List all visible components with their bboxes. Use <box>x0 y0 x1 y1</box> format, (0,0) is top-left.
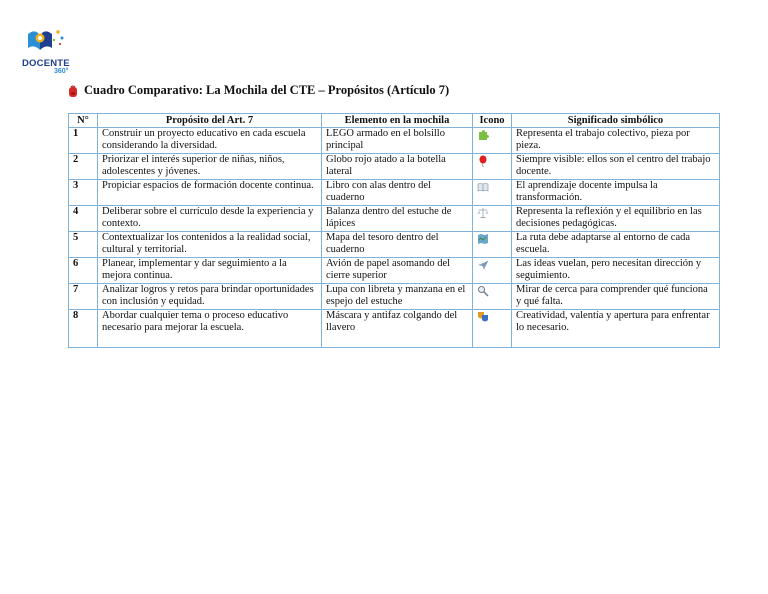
row-element: Balanza dentro del estuche de lápices <box>322 206 473 232</box>
book-icon <box>477 181 489 193</box>
row-icon-cell <box>473 232 512 258</box>
row-meaning: Representa el trabajo colectivo, pieza por pieza. <box>512 128 720 154</box>
row-purpose: Abordar cualquier tema o proceso educativo necesario para mejorar la escuela. <box>98 310 322 348</box>
scale-icon <box>477 207 489 219</box>
row-icon-cell <box>473 154 512 180</box>
table-row <box>69 128 720 154</box>
row-meaning: El aprendizaje docente impulsa la transformación. <box>512 180 720 206</box>
row-meaning: Las ideas vuelan, pero necesitan dirección y seguimiento. <box>512 258 720 284</box>
row-purpose: Contextualizar los contenidos a la realidad social, cultural y territorial. <box>98 232 322 258</box>
row-icon-cell <box>473 180 512 206</box>
logo-graphic <box>22 26 80 60</box>
row-element: Libro con alas dentro del cuaderno <box>322 180 473 206</box>
row-number: 8 <box>69 310 98 348</box>
document-title-text: Cuadro Comparativo: La Mochila del CTE – Propósitos (Artículo 7) <box>84 83 450 97</box>
table-row <box>69 310 720 348</box>
backpack-icon <box>68 85 78 97</box>
row-element: Lupa con libreta y manzana en el espejo del estuche <box>322 284 473 310</box>
masks-icon <box>477 311 489 323</box>
comparison-table <box>68 113 720 348</box>
row-number: 3 <box>69 180 98 206</box>
balloon-icon <box>477 155 489 167</box>
row-purpose: Priorizar el interés superior de niñas, niños, adolescentes y jóvenes. <box>98 154 322 180</box>
table-row <box>69 232 720 258</box>
row-icon-cell <box>473 310 512 348</box>
row-number: 7 <box>69 284 98 310</box>
row-meaning: Creatividad, valentía y apertura para enfrentar lo necesario. <box>512 310 720 348</box>
row-element: Mapa del tesoro dentro del cuaderno <box>322 232 473 258</box>
row-icon-cell <box>473 258 512 284</box>
airplane-icon <box>477 259 489 271</box>
row-element: Máscara y antifaz colgando del llavero <box>322 310 473 348</box>
logo-name: DOCENTE <box>22 58 70 69</box>
row-meaning: Siempre visible: ellos son el centro del trabajo docente. <box>512 154 720 180</box>
table-row <box>69 154 720 180</box>
docente-logo <box>22 26 80 78</box>
row-number: 4 <box>69 206 98 232</box>
header-num: N° <box>69 114 98 128</box>
row-purpose: Construir un proyecto educativo en cada escuela considerando la diversidad. <box>98 128 322 154</box>
row-element: LEGO armado en el bolsillo principal <box>322 128 473 154</box>
row-element: Avión de papel asomando del cierre superior <box>322 258 473 284</box>
header-element: Elemento en la mochila <box>322 114 473 128</box>
row-icon-cell <box>473 128 512 154</box>
row-icon-cell <box>473 206 512 232</box>
row-purpose: Deliberar sobre el currículo desde la experiencia y contexto. <box>98 206 322 232</box>
row-icon-cell <box>473 284 512 310</box>
row-element: Globo rojo atado a la botella lateral <box>322 154 473 180</box>
row-meaning: Mirar de cerca para comprender qué funciona y qué falta. <box>512 284 720 310</box>
table-row <box>69 258 720 284</box>
header-purpose: Propósito del Art. 7 <box>98 114 322 128</box>
table-header-row <box>69 114 720 128</box>
row-purpose: Planear, implementar y dar seguimiento a la mejora continua. <box>98 258 322 284</box>
row-number: 2 <box>69 154 98 180</box>
header-icon: Icono <box>473 114 512 128</box>
row-number: 1 <box>69 128 98 154</box>
row-number: 6 <box>69 258 98 284</box>
row-number: 5 <box>69 232 98 258</box>
row-purpose: Propiciar espacios de formación docente continua. <box>98 180 322 206</box>
header-meaning: Significado simbólico <box>512 114 720 128</box>
row-purpose: Analizar logros y retos para brindar oportunidades con inclusión y equidad. <box>98 284 322 310</box>
row-meaning: La ruta debe adaptarse al entorno de cada escuela. <box>512 232 720 258</box>
magnifier-icon <box>477 285 489 297</box>
map-icon <box>477 233 489 245</box>
logo-sub: 360° <box>54 68 69 75</box>
table-row <box>69 206 720 232</box>
table-row <box>69 284 720 310</box>
table-row <box>69 180 720 206</box>
puzzle-icon <box>477 129 489 141</box>
document-title <box>68 83 449 98</box>
row-meaning: Representa la reflexión y el equilibrio en las decisiones pedagógicas. <box>512 206 720 232</box>
